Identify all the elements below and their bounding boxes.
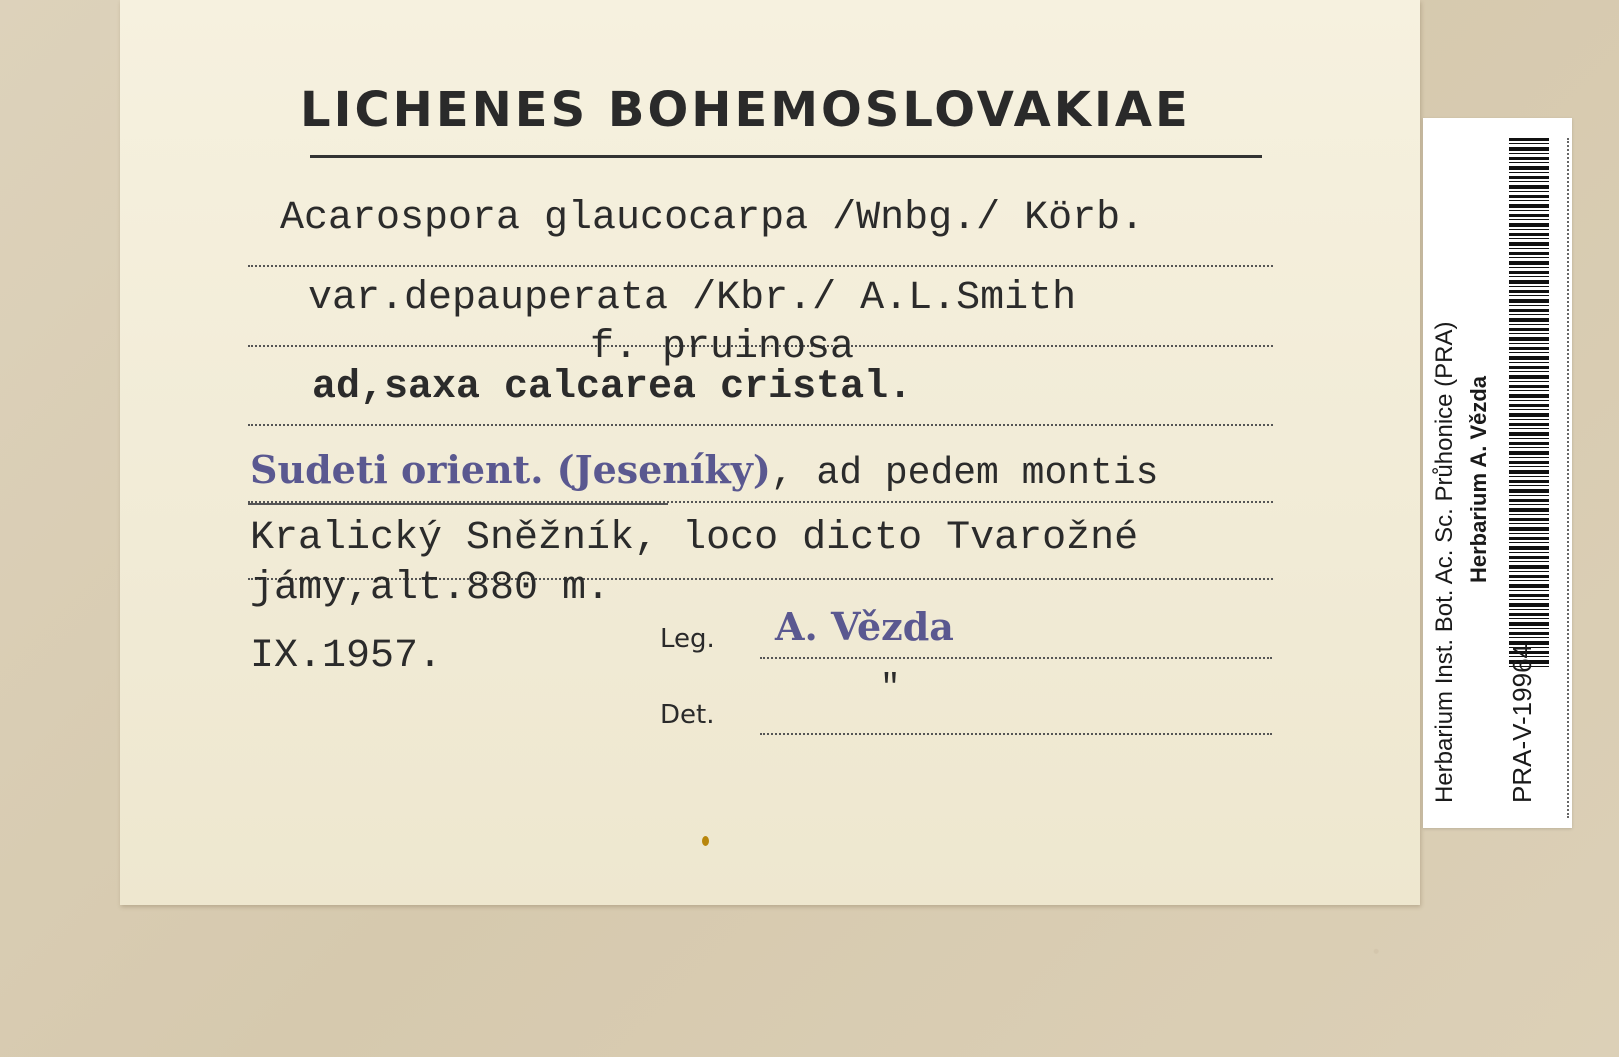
det-dotted-line [760, 733, 1272, 735]
species-name-line: Acarospora glaucocarpa /Wnbg./ Körb. [280, 196, 1145, 241]
determiner-ditto: " [880, 670, 901, 708]
locality-line-3: jámy,alt.880 m. [250, 566, 611, 611]
locality-line-2: Kralický Sněžník, loco dicto Tvarožné [250, 516, 1139, 561]
strip-dotted-edge [1567, 138, 1569, 818]
leg-dotted-line [760, 657, 1272, 659]
collection-date: IX.1957. [250, 634, 443, 679]
det-label: Det. [660, 700, 715, 730]
habitat-line: ad,saxa calcarea cristal. [312, 365, 913, 410]
form-line: f. pruinosa [590, 325, 855, 370]
region-stamp: Sudeti orient. (Jeseníky) [250, 447, 771, 492]
stamp-underline [248, 503, 668, 505]
dotted-line-1 [248, 265, 1273, 267]
catalog-number: PRA-V-19964 [1507, 644, 1537, 803]
paper-speck [702, 836, 709, 846]
herbarium-strip [1423, 118, 1572, 828]
locality-line-1 [250, 447, 1158, 495]
leg-label: Leg. [660, 624, 715, 654]
dotted-line-3 [248, 424, 1273, 426]
specimen-label [120, 0, 1420, 905]
title-underline [310, 155, 1262, 158]
collection-text: Herbarium A. Vězda [1466, 375, 1491, 583]
institution-text: Herbarium Inst. Bot. Ac. Sc. Průhonice (PRA) [1431, 321, 1458, 803]
collector-stamp: A. Vězda [775, 604, 954, 649]
variety-line: var.depauperata /Kbr./ A.L.Smith [308, 276, 1077, 321]
locality-continuation: , ad pedem montis [770, 452, 1159, 495]
barcode [1509, 138, 1549, 668]
label-title: LICHENES BOHEMOSLOVAKIAE [300, 82, 1191, 138]
